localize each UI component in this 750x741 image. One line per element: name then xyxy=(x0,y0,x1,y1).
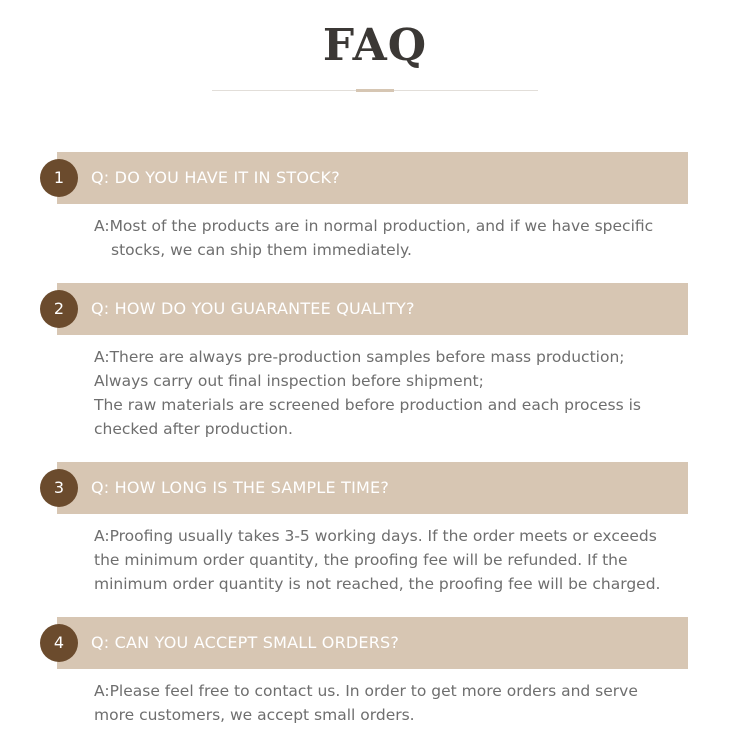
answer-prefix: A: xyxy=(94,348,110,366)
question-text: Q: DO YOU HAVE IT IN STOCK? xyxy=(91,168,340,187)
question-text: Q: CAN YOU ACCEPT SMALL ORDERS? xyxy=(91,633,400,652)
answer-prefix: A: xyxy=(94,527,110,545)
question-text: Q: HOW DO YOU GUARANTEE QUALITY? xyxy=(91,299,415,318)
answer-line: A:There are always pre-production samples before mass production; xyxy=(94,348,625,366)
answer-line: minimum order quantity is not reached, the proofing fee will be charged. xyxy=(94,575,661,593)
page-title: FAQ xyxy=(322,20,428,71)
question-number-badge: 4 xyxy=(40,624,78,662)
answer-line: A:Most of the products are in normal production, and if we have specific xyxy=(94,217,654,235)
question-number-badge: 1 xyxy=(40,159,78,197)
question-text: Q: HOW LONG IS THE SAMPLE TIME? xyxy=(91,478,390,497)
answer-text xyxy=(94,345,694,441)
answer-text xyxy=(94,524,694,596)
answer-line: stocks, we can ship them immediately. xyxy=(111,241,412,259)
answer-prefix: A: xyxy=(94,682,110,700)
answer-line: the minimum order quantity, the proofing fee will be refunded. If the xyxy=(94,551,628,569)
title-divider-accent xyxy=(356,89,394,92)
answer-line: checked after production. xyxy=(94,420,293,438)
answer-line: A:Please feel free to contact us. In order to get more orders and serve xyxy=(94,682,638,700)
answer-line: more customers, we accept small orders. xyxy=(94,706,415,724)
question-number-badge: 2 xyxy=(40,290,78,328)
answer-line: The raw materials are screened before production and each process is xyxy=(94,396,641,414)
answer-text xyxy=(94,679,694,727)
question-number-badge: 3 xyxy=(40,469,78,507)
answer-text xyxy=(94,214,694,262)
answer-line: Always carry out final inspection before shipment; xyxy=(94,372,484,390)
answer-line: A:Proofing usually takes 3-5 working days. If the order meets or exceeds xyxy=(94,527,657,545)
answer-prefix: A: xyxy=(94,217,110,235)
